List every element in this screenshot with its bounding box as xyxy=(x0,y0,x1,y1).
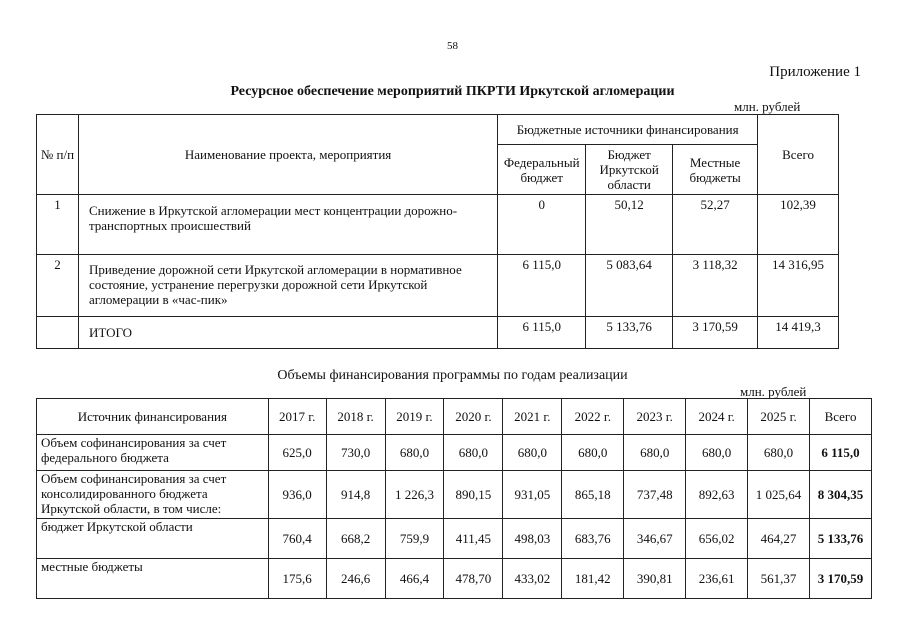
page-number: 58 xyxy=(447,40,458,52)
source-label: местные бюджеты xyxy=(37,559,269,599)
local-value: 3 170,59 xyxy=(673,317,758,349)
local-value: 3 118,32 xyxy=(673,255,758,317)
year-value: 760,4 xyxy=(268,519,326,559)
total-value: 14 316,95 xyxy=(758,255,839,317)
header-source: Источник финансирования xyxy=(37,399,269,435)
year-value: 914,8 xyxy=(326,471,385,519)
project-name: Приведение дорожной сети Иркутской агломерации в нормативное состояние, устранение перегрузки дорожной сети Иркутской агломерации в «час-пик» xyxy=(78,255,497,317)
year-value: 683,76 xyxy=(562,519,624,559)
year-value: 680,0 xyxy=(444,435,503,471)
year-value: 478,70 xyxy=(444,559,503,599)
header-year: 2021 г. xyxy=(503,399,562,435)
total-label: ИТОГО xyxy=(78,317,497,349)
appendix-label: Приложение 1 xyxy=(769,64,861,80)
federal-value: 0 xyxy=(498,195,586,255)
source-label: бюджет Иркутской области xyxy=(37,519,269,559)
total-value: 102,39 xyxy=(758,195,839,255)
source-label: Объем софинансирования за счет федерального бюджета xyxy=(37,435,269,471)
year-value: 680,0 xyxy=(503,435,562,471)
year-value: 411,45 xyxy=(444,519,503,559)
federal-value: 6 115,0 xyxy=(498,255,586,317)
row-total: 3 170,59 xyxy=(810,559,872,599)
year-value: 759,9 xyxy=(385,519,444,559)
year-value: 737,48 xyxy=(624,471,686,519)
total-value: 14 419,3 xyxy=(758,317,839,349)
table-row xyxy=(37,255,839,317)
year-value: 1 025,64 xyxy=(748,471,810,519)
year-value: 561,37 xyxy=(748,559,810,599)
year-value: 433,02 xyxy=(503,559,562,599)
header-name: Наименование проекта, мероприятия xyxy=(78,115,497,195)
table1-unit: млн. рублей xyxy=(734,99,801,114)
year-value: 680,0 xyxy=(686,435,748,471)
header-federal: Федеральный бюджет xyxy=(498,145,586,195)
year-value: 181,42 xyxy=(562,559,624,599)
header-local: Местные бюджеты xyxy=(673,145,758,195)
year-value: 680,0 xyxy=(385,435,444,471)
header-year: 2019 г. xyxy=(385,399,444,435)
table-row xyxy=(37,559,872,599)
year-value: 680,0 xyxy=(562,435,624,471)
year-value: 498,03 xyxy=(503,519,562,559)
table-row xyxy=(37,435,872,471)
header-no: № п/п xyxy=(37,115,79,195)
table-row xyxy=(37,195,839,255)
federal-value: 6 115,0 xyxy=(498,317,586,349)
year-value: 730,0 xyxy=(326,435,385,471)
year-value: 1 226,3 xyxy=(385,471,444,519)
year-value: 892,63 xyxy=(686,471,748,519)
regional-value: 50,12 xyxy=(586,195,673,255)
regional-value: 5 133,76 xyxy=(586,317,673,349)
year-value: 931,05 xyxy=(503,471,562,519)
funding-by-year-table xyxy=(36,398,872,599)
row-number: 1 xyxy=(37,195,79,255)
year-value: 680,0 xyxy=(624,435,686,471)
year-value: 936,0 xyxy=(268,471,326,519)
header-total: Всего xyxy=(810,399,872,435)
source-label: Объем софинансирования за счет консолидированного бюджета Иркутской области, в том числе: xyxy=(37,471,269,519)
header-year: 2020 г. xyxy=(444,399,503,435)
regional-value: 5 083,64 xyxy=(586,255,673,317)
header-budget-sources: Бюджетные источники финансирования xyxy=(498,115,758,145)
year-value: 390,81 xyxy=(624,559,686,599)
header-total: Всего xyxy=(758,115,839,195)
year-value: 668,2 xyxy=(326,519,385,559)
year-value: 464,27 xyxy=(748,519,810,559)
row-total: 6 115,0 xyxy=(810,435,872,471)
header-year: 2023 г. xyxy=(624,399,686,435)
project-name: Снижение в Иркутской агломерации мест концентрации дорожно-транспортных происшествий xyxy=(78,195,497,255)
row-number: 2 xyxy=(37,255,79,317)
header-year: 2017 г. xyxy=(268,399,326,435)
row-number xyxy=(37,317,79,349)
year-value: 680,0 xyxy=(748,435,810,471)
header-year: 2025 г. xyxy=(748,399,810,435)
year-value: 236,61 xyxy=(686,559,748,599)
year-value: 890,15 xyxy=(444,471,503,519)
table2-title: Объемы финансирования программы по годам реализации xyxy=(277,368,628,383)
year-value: 865,18 xyxy=(562,471,624,519)
year-value: 656,02 xyxy=(686,519,748,559)
year-value: 466,4 xyxy=(385,559,444,599)
row-total: 8 304,35 xyxy=(810,471,872,519)
table-row xyxy=(37,471,872,519)
header-regional: Бюджет Иркутской области xyxy=(586,145,673,195)
table1-title: Ресурсное обеспечение мероприятий ПКРТИ Иркутской агломерации xyxy=(230,84,675,99)
resource-table xyxy=(36,114,839,349)
local-value: 52,27 xyxy=(673,195,758,255)
year-value: 246,6 xyxy=(326,559,385,599)
row-total: 5 133,76 xyxy=(810,519,872,559)
year-value: 175,6 xyxy=(268,559,326,599)
year-value: 346,67 xyxy=(624,519,686,559)
header-year: 2024 г. xyxy=(686,399,748,435)
header-year: 2022 г. xyxy=(562,399,624,435)
table-row xyxy=(37,519,872,559)
year-value: 625,0 xyxy=(268,435,326,471)
total-row xyxy=(37,317,839,349)
table2-unit: млн. рублей xyxy=(740,384,807,399)
header-year: 2018 г. xyxy=(326,399,385,435)
